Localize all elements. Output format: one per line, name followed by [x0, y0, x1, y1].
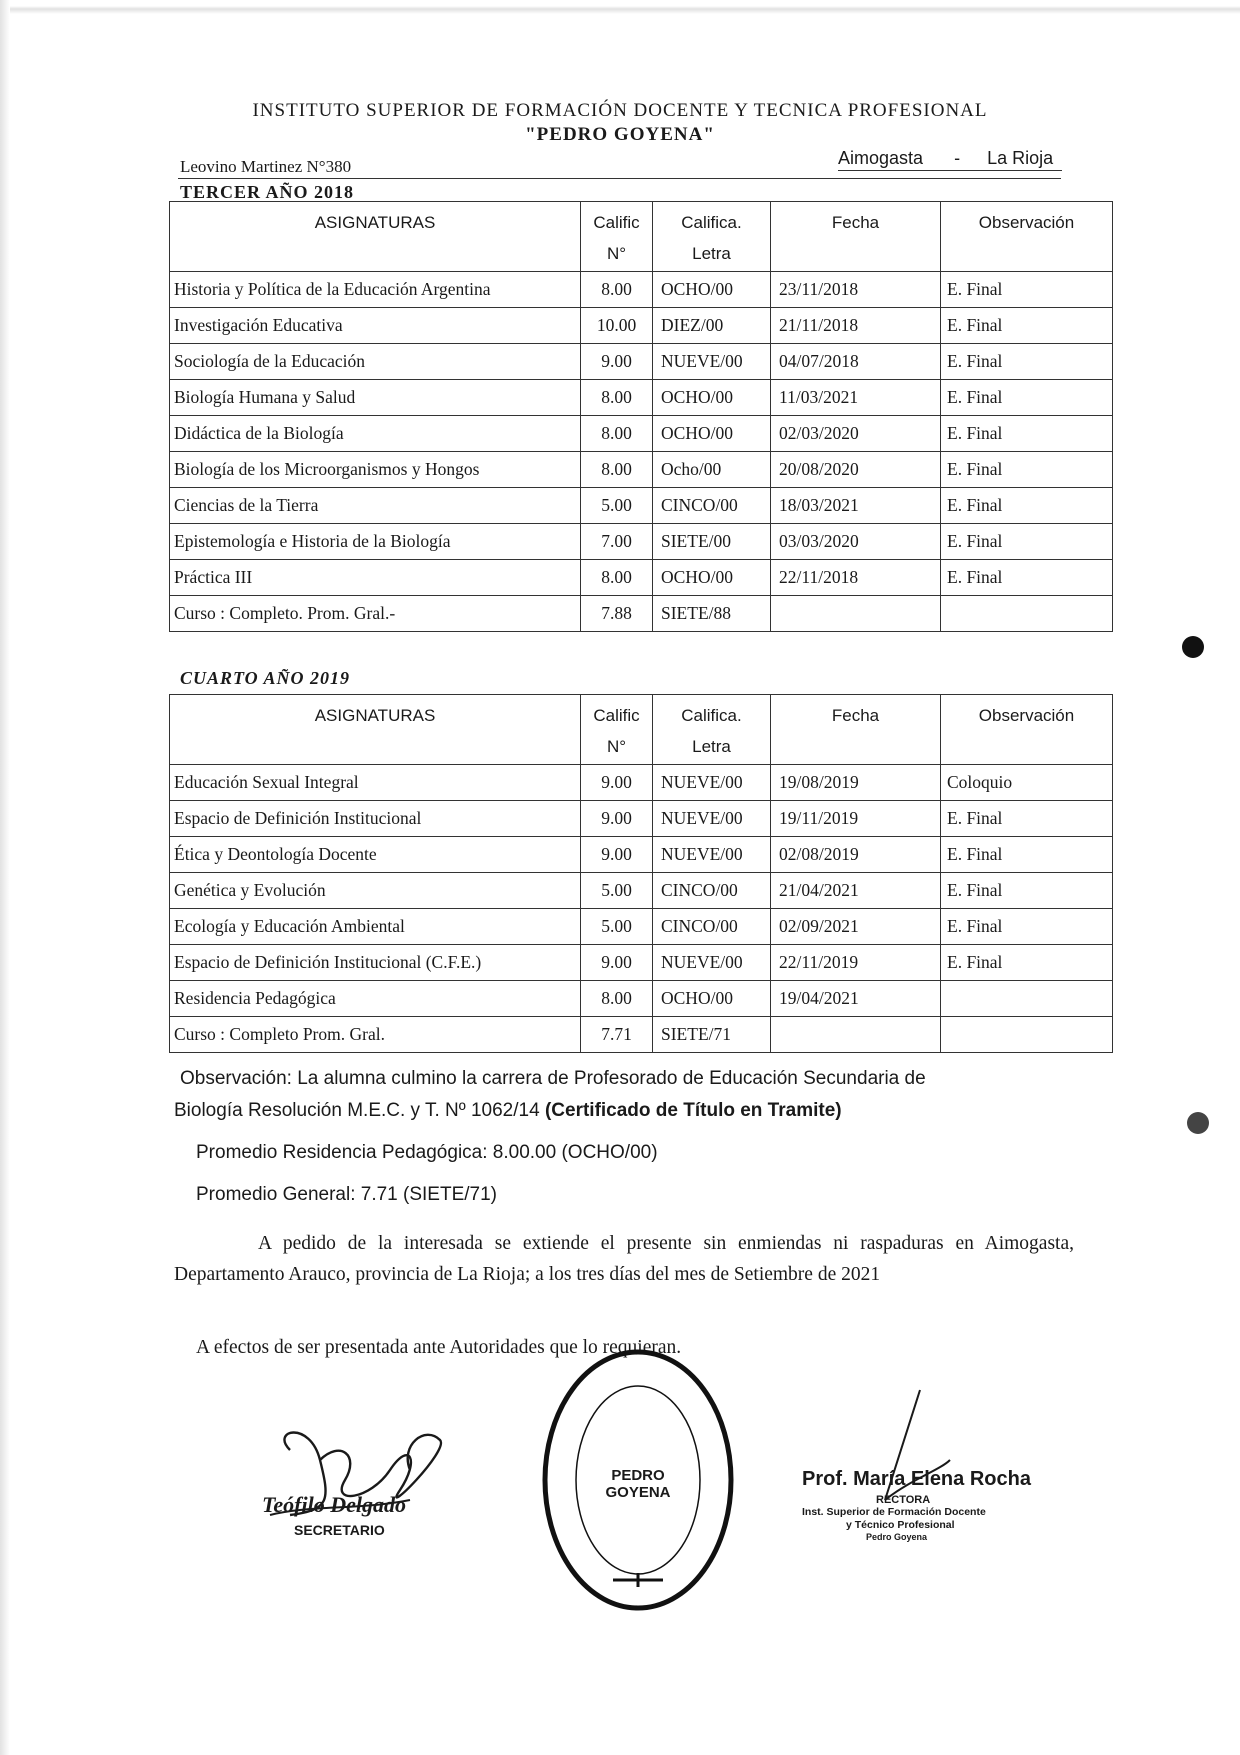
seal-center-text: PEDRO GOYENA	[605, 1467, 671, 1501]
col-date: Fecha	[771, 202, 941, 272]
date-cell: 18/03/2021	[771, 488, 941, 524]
observation-line-1: Observación: La alumna culmino la carrera de Profesorado de Educación Secundaria de	[180, 1068, 926, 1089]
table-row	[170, 452, 1113, 488]
secretary-signature	[250, 1420, 470, 1550]
subject-cell: Educación Sexual Integral	[170, 765, 581, 801]
subject-cell: Genética y Evolución	[170, 873, 581, 909]
observation-cell: E. Final	[941, 344, 1113, 380]
grade-num-cell: 8.00	[581, 560, 653, 596]
date-cell	[771, 596, 941, 632]
date-cell: 22/11/2018	[771, 560, 941, 596]
observation-cell: Coloquio	[941, 765, 1113, 801]
observation-cell: E. Final	[941, 801, 1113, 837]
grade-letter-cell: NUEVE/00	[653, 344, 771, 380]
institution-seal	[538, 1345, 738, 1615]
grade-num-cell: 5.00	[581, 909, 653, 945]
institution-name: "PEDRO GOYENA"	[525, 124, 715, 145]
grade-letter-cell: SIETE/71	[653, 1017, 771, 1053]
table-row	[170, 488, 1113, 524]
table-row	[170, 524, 1113, 560]
institution-location	[838, 148, 1053, 169]
grade-num-cell: 7.71	[581, 1017, 653, 1053]
year3-grades-table	[169, 201, 1113, 632]
date-cell: 21/11/2018	[771, 308, 941, 344]
subject-cell: Ética y Deontología Docente	[170, 837, 581, 873]
col-subjects: ASIGNATURAS	[170, 695, 581, 765]
observation-cell: E. Final	[941, 909, 1113, 945]
rector-institution-1: Inst. Superior de Formación Docente	[802, 1506, 986, 1518]
location-separator: -	[954, 148, 961, 168]
grade-num-cell: 9.00	[581, 801, 653, 837]
certificate-status: (Certificado de Título en Tramite)	[544, 1100, 842, 1121]
subject-cell: Ecología y Educación Ambiental	[170, 909, 581, 945]
grade-letter-cell: OCHO/00	[653, 416, 771, 452]
observation-cell: E. Final	[941, 945, 1113, 981]
subject-cell: Biología de los Microorganismos y Hongos	[170, 452, 581, 488]
grade-letter-cell: NUEVE/00	[653, 765, 771, 801]
grade-num-cell: 5.00	[581, 488, 653, 524]
rector-signature	[790, 1380, 1050, 1550]
observation-cell: E. Final	[941, 272, 1113, 308]
secretary-role: SECRETARIO	[294, 1522, 385, 1538]
subject-cell: Curso : Completo. Prom. Gral.-	[170, 596, 581, 632]
grade-num-cell: 10.00	[581, 308, 653, 344]
grade-letter-cell: DIEZ/00	[653, 308, 771, 344]
table-row	[170, 765, 1113, 801]
date-cell	[771, 1017, 941, 1053]
date-cell: 21/04/2021	[771, 873, 941, 909]
institution-title: INSTITUTO SUPERIOR DE FORMACIÓN DOCENTE Y TECNICA PROFESIONAL	[252, 100, 988, 121]
date-cell: 02/08/2019	[771, 837, 941, 873]
table-row	[170, 344, 1113, 380]
date-cell: 04/07/2018	[771, 344, 941, 380]
subject-cell: Historia y Política de la Educación Argentina	[170, 272, 581, 308]
grade-letter-cell: OCHO/00	[653, 560, 771, 596]
request-paragraph: A pedido de la interesada se extiende el presente sin enmiendas ni raspaduras en Aimogasta, Departamento Arauco, provincia de La Rioja; a los tres días del mes de Setiembre de 2021	[174, 1233, 1074, 1285]
col-grade-num: Calific N°	[581, 202, 653, 272]
subject-cell: Epistemología e Historia de la Biología	[170, 524, 581, 560]
table-row	[170, 981, 1113, 1017]
grade-num-cell: 8.00	[581, 981, 653, 1017]
rector-role: RECTORA	[876, 1494, 931, 1506]
grade-num-cell: 5.00	[581, 873, 653, 909]
table-row	[170, 945, 1113, 981]
header-underline	[178, 178, 1061, 179]
col-observation: Observación	[941, 695, 1113, 765]
subject-cell: Práctica III	[170, 560, 581, 596]
observation-cell	[941, 1017, 1113, 1053]
table-row	[170, 560, 1113, 596]
subject-cell: Residencia Pedagógica	[170, 981, 581, 1017]
date-cell: 02/09/2021	[771, 909, 941, 945]
subject-cell: Sociología de la Educación	[170, 344, 581, 380]
subject-cell: Investigación Educativa	[170, 308, 581, 344]
grade-letter-cell: CINCO/00	[653, 909, 771, 945]
subject-cell: Didáctica de la Biología	[170, 416, 581, 452]
grade-num-cell: 9.00	[581, 344, 653, 380]
table-row	[170, 416, 1113, 452]
grade-letter-cell: Ocho/00	[653, 452, 771, 488]
table-row	[170, 596, 1113, 632]
year4-grades-table	[169, 694, 1113, 1053]
observation-cell: E. Final	[941, 488, 1113, 524]
scan-left-edge	[0, 0, 10, 1755]
col-subjects: ASIGNATURAS	[170, 202, 581, 272]
col-observation: Observación	[941, 202, 1113, 272]
date-cell: 19/04/2021	[771, 981, 941, 1017]
residencia-average: Promedio Residencia Pedagógica: 8.00.00 (OCHO/00)	[196, 1142, 658, 1163]
table-row	[170, 1017, 1113, 1053]
table-row	[170, 272, 1113, 308]
date-cell: 02/03/2020	[771, 416, 941, 452]
observation-cell: E. Final	[941, 837, 1113, 873]
col-grade-num: Calific N°	[581, 695, 653, 765]
table-row	[170, 873, 1113, 909]
subject-cell: Espacio de Definición Institucional	[170, 801, 581, 837]
general-average: Promedio General: 7.71 (SIETE/71)	[196, 1184, 497, 1205]
grade-letter-cell: OCHO/00	[653, 272, 771, 308]
observation-cell: E. Final	[941, 873, 1113, 909]
date-cell: 23/11/2018	[771, 272, 941, 308]
observation-cell: E. Final	[941, 308, 1113, 344]
city: Aimogasta	[838, 148, 924, 168]
grade-num-cell: 7.88	[581, 596, 653, 632]
observation-cell: E. Final	[941, 416, 1113, 452]
date-cell: 03/03/2020	[771, 524, 941, 560]
col-grade-letter: Califica. Letra	[653, 202, 771, 272]
grade-num-cell: 8.00	[581, 272, 653, 308]
province: La Rioja	[987, 148, 1054, 168]
grade-num-cell: 9.00	[581, 837, 653, 873]
grade-letter-cell: OCHO/00	[653, 981, 771, 1017]
subject-cell: Espacio de Definición Institucional (C.F.E.)	[170, 945, 581, 981]
date-cell: 19/08/2019	[771, 765, 941, 801]
observation-cell: E. Final	[941, 560, 1113, 596]
observation-cell	[941, 981, 1113, 1017]
observation-cell: E. Final	[941, 380, 1113, 416]
table-row	[170, 380, 1113, 416]
secretary-name: Teófilo Delgado	[262, 1492, 406, 1517]
date-cell: 20/08/2020	[771, 452, 941, 488]
observation-cell	[941, 596, 1113, 632]
grade-num-cell: 8.00	[581, 380, 653, 416]
observation-cell: E. Final	[941, 452, 1113, 488]
rector-institution-3: Pedro Goyena	[866, 1532, 928, 1542]
purpose-line: A efectos de ser presentada ante Autoridades que lo requieran.	[196, 1337, 682, 1358]
grade-num-cell: 7.00	[581, 524, 653, 560]
date-cell: 22/11/2019	[771, 945, 941, 981]
grade-letter-cell: OCHO/00	[653, 380, 771, 416]
table-row	[170, 308, 1113, 344]
year4-title: CUARTO AÑO 2019	[180, 668, 351, 688]
observation-cell: E. Final	[941, 524, 1113, 560]
subject-cell: Curso : Completo Prom. Gral.	[170, 1017, 581, 1053]
rector-institution-2: y Técnico Profesional	[846, 1519, 955, 1531]
grade-num-cell: 9.00	[581, 945, 653, 981]
subject-cell: Biología Humana y Salud	[170, 380, 581, 416]
observation-line-2: Biología Resolución M.E.C. y T. Nº 1062/14 (Certificado de Título en Tramite)	[174, 1100, 842, 1121]
grade-letter-cell: NUEVE/00	[653, 945, 771, 981]
grade-letter-cell: SIETE/88	[653, 596, 771, 632]
date-cell: 11/03/2021	[771, 380, 941, 416]
grade-num-cell: 9.00	[581, 765, 653, 801]
table-row	[170, 837, 1113, 873]
year3-title: TERCER AÑO 2018	[180, 182, 355, 202]
punch-hole	[1182, 636, 1204, 658]
grade-letter-cell: NUEVE/00	[653, 837, 771, 873]
location-underline	[838, 170, 1062, 171]
scan-top-edge	[0, 0, 1240, 22]
grade-letter-cell: CINCO/00	[653, 488, 771, 524]
grade-letter-cell: CINCO/00	[653, 873, 771, 909]
institution-address: Leovino Martinez N°380	[180, 157, 352, 176]
date-cell: 19/11/2019	[771, 801, 941, 837]
col-grade-letter: Califica. Letra	[653, 695, 771, 765]
table-row	[170, 909, 1113, 945]
subject-cell: Ciencias de la Tierra	[170, 488, 581, 524]
grade-letter-cell: NUEVE/00	[653, 801, 771, 837]
punch-hole	[1187, 1112, 1209, 1134]
table-row	[170, 801, 1113, 837]
col-date: Fecha	[771, 695, 941, 765]
grade-letter-cell: SIETE/00	[653, 524, 771, 560]
grade-num-cell: 8.00	[581, 452, 653, 488]
rector-name: Prof. María Elena Rocha	[802, 1468, 1031, 1490]
grade-num-cell: 8.00	[581, 416, 653, 452]
